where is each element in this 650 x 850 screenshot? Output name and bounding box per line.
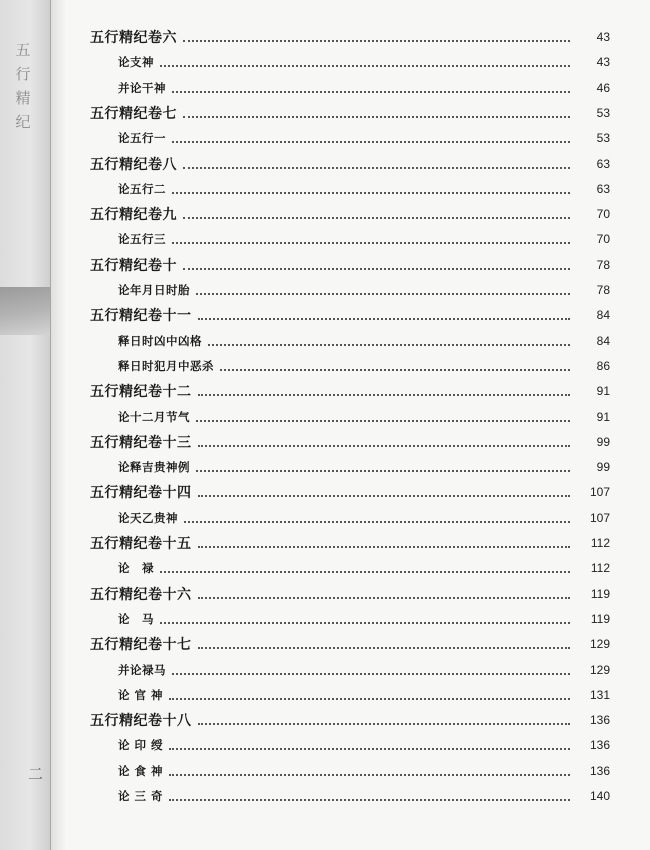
toc-chapter-title: 五行精纪卷六 <box>90 30 177 46</box>
toc-section-title: 论 禄 <box>118 561 154 576</box>
toc-page-number: 46 <box>596 80 610 95</box>
toc-page-number: 131 <box>589 687 610 702</box>
dot-leader <box>172 91 570 93</box>
toc-chapter-row[interactable] <box>0 26 650 48</box>
toc-section-title: 论 食 神 <box>118 763 164 778</box>
toc-chapter-title: 五行精纪卷十六 <box>90 586 192 603</box>
toc-section-row[interactable] <box>0 77 650 99</box>
toc-section-title: 论释吉贵神例 <box>118 460 190 475</box>
dot-leader <box>169 799 570 801</box>
spine-title-char: 行 <box>15 65 31 83</box>
toc-page-number: 107 <box>589 485 610 500</box>
toc-page-number: 136 <box>589 713 610 728</box>
dot-leader <box>208 344 570 346</box>
toc-page-number: 86 <box>596 358 610 373</box>
toc-chapter-row[interactable] <box>0 633 650 655</box>
toc-page-number: 63 <box>596 181 610 196</box>
toc-page-number: 78 <box>596 257 610 272</box>
toc-chapter-row[interactable] <box>0 203 650 225</box>
spine-title-char: 五 <box>15 41 31 59</box>
toc-section-title: 论支神 <box>118 55 154 70</box>
toc-page-number: 78 <box>596 283 610 297</box>
dot-leader <box>198 723 571 725</box>
toc-chapter-title: 五行精纪卷十一 <box>90 308 192 325</box>
dot-leader <box>196 420 570 422</box>
toc-page-number: 43 <box>596 30 610 44</box>
toc-section-title: 论十二月节气 <box>118 409 190 424</box>
dot-leader <box>169 698 570 700</box>
toc-section-title: 论五行二 <box>118 181 166 196</box>
dot-leader <box>184 521 570 523</box>
toc-page-number: 43 <box>596 55 610 70</box>
toc-section-title: 论 印 绶 <box>118 738 164 753</box>
toc-section-row[interactable] <box>0 608 650 630</box>
dot-leader <box>220 369 570 371</box>
dot-leader <box>198 318 571 320</box>
toc-page-number: 129 <box>589 662 610 677</box>
toc-chapter-row[interactable] <box>0 481 650 503</box>
dot-leader <box>198 394 571 396</box>
toc-chapter-row[interactable] <box>0 254 650 276</box>
toc-page-number: 53 <box>596 131 610 146</box>
toc-section-row[interactable] <box>0 178 650 200</box>
toc-chapter-row[interactable] <box>0 431 650 453</box>
toc-section-title: 释日时凶中凶格 <box>118 333 202 348</box>
dot-leader <box>160 571 570 573</box>
toc-page-number: 99 <box>596 460 610 475</box>
toc-chapter-row[interactable] <box>0 102 650 124</box>
toc-section-row[interactable] <box>0 557 650 579</box>
toc-chapter-title: 五行精纪卷八 <box>90 156 177 173</box>
toc-page-number: 112 <box>590 536 610 550</box>
toc-section-row[interactable] <box>0 734 650 756</box>
toc-chapter-title: 五行精纪卷十四 <box>90 485 192 502</box>
toc-chapter-title: 五行精纪卷十八 <box>90 713 192 730</box>
toc-section-title: 论 官 神 <box>118 687 164 702</box>
toc-page-number: 136 <box>589 763 610 778</box>
toc-chapter-title: 五行精纪卷十二 <box>90 384 192 401</box>
toc-chapter-title: 五行精纪卷十 <box>90 257 177 274</box>
dot-leader <box>183 268 570 270</box>
toc-section-title: 并论干神 <box>118 80 166 95</box>
dot-leader <box>183 116 570 118</box>
dot-leader <box>172 242 570 244</box>
toc-section-title: 论 马 <box>118 611 154 626</box>
toc-section-row[interactable] <box>0 355 650 377</box>
dot-leader <box>198 597 571 599</box>
toc-section-row[interactable] <box>0 456 650 478</box>
toc-chapter-row[interactable] <box>0 304 650 326</box>
dot-leader <box>196 470 570 472</box>
dot-leader <box>172 673 570 675</box>
toc-chapter-row[interactable] <box>0 583 650 605</box>
toc-section-row[interactable] <box>0 279 650 301</box>
toc-page-number: 112 <box>590 561 610 576</box>
toc-chapter-title: 五行精纪卷十三 <box>90 434 192 451</box>
toc-page-number: 99 <box>596 434 610 449</box>
toc-section-row[interactable] <box>0 785 650 807</box>
dot-leader <box>198 495 571 497</box>
toc-page-number: 84 <box>596 333 610 348</box>
toc-page-number: 91 <box>596 384 610 399</box>
dot-leader <box>172 141 570 143</box>
toc-page-number: 91 <box>596 409 610 424</box>
spine-title-char: 纪 <box>15 113 31 131</box>
toc-chapter-row[interactable] <box>0 532 650 554</box>
toc-chapter-row[interactable] <box>0 709 650 731</box>
toc-page-number: 136 <box>589 738 610 753</box>
toc-section-row[interactable] <box>0 330 650 352</box>
toc-chapter-title: 五行精纪卷七 <box>90 105 177 122</box>
toc-section-title: 论 三 奇 <box>118 789 164 803</box>
dot-leader <box>160 622 570 624</box>
dot-leader <box>183 217 570 219</box>
dot-leader <box>198 445 571 447</box>
dot-leader <box>183 167 570 169</box>
page-number: 二 <box>28 765 44 783</box>
toc-page-number: 140 <box>589 789 610 803</box>
toc-section-row[interactable] <box>0 684 650 706</box>
toc-section-title: 释日时犯月中恶杀 <box>118 358 214 373</box>
dot-leader <box>198 546 571 548</box>
toc-section-row[interactable] <box>0 51 650 73</box>
toc-page-number: 107 <box>589 510 610 525</box>
toc-section-row[interactable] <box>0 406 650 428</box>
toc-page-number: 53 <box>596 105 610 120</box>
toc-chapter-title: 五行精纪卷十七 <box>90 637 192 654</box>
toc-page-number: 119 <box>590 586 610 601</box>
toc-section-title: 并论禄马 <box>118 662 166 677</box>
dot-leader <box>196 293 570 295</box>
toc-section-row[interactable] <box>0 659 650 681</box>
toc-section-title: 论年月日时胎 <box>118 283 190 297</box>
toc-page-number: 119 <box>590 611 610 626</box>
toc-chapter-title: 五行精纪卷十五 <box>90 536 192 552</box>
dot-leader <box>169 774 570 776</box>
toc-chapter-title: 五行精纪卷九 <box>90 207 177 224</box>
dot-leader <box>169 748 570 750</box>
toc-chapter-row[interactable] <box>0 153 650 175</box>
dot-leader <box>198 647 571 649</box>
toc-page-number: 70 <box>596 207 610 222</box>
spine-title-char: 精 <box>15 89 31 107</box>
toc-section-row[interactable] <box>0 507 650 529</box>
toc-section-row[interactable] <box>0 127 650 149</box>
toc-section-row[interactable] <box>0 760 650 782</box>
dot-leader <box>172 192 570 194</box>
toc-section-title: 论五行一 <box>118 131 166 146</box>
dot-leader <box>183 40 570 42</box>
toc-section-title: 论天乙贵神 <box>118 510 178 525</box>
toc-page-number: 129 <box>589 637 610 652</box>
dot-leader <box>160 65 570 67</box>
toc-section-title: 论五行三 <box>118 232 166 247</box>
toc-section-row[interactable] <box>0 228 650 250</box>
toc-page-number: 63 <box>596 156 610 171</box>
toc-page-number: 70 <box>596 232 610 247</box>
toc-page-number: 84 <box>596 308 610 323</box>
toc-chapter-row[interactable] <box>0 380 650 402</box>
